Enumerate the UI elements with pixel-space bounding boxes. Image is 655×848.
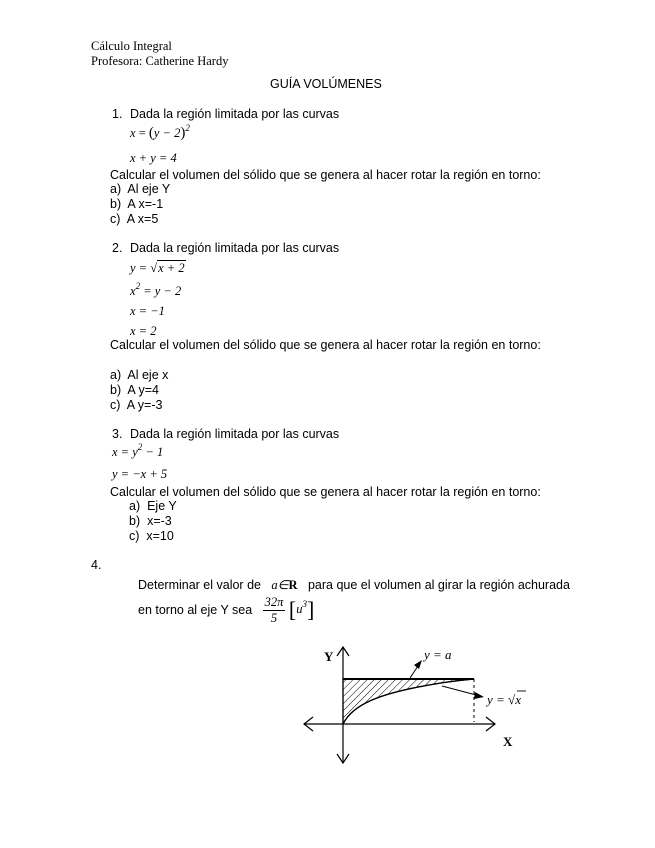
problem-1-curve-2: x + y = 4 xyxy=(130,151,177,165)
problem-3-curve-2: y = −x + 5 xyxy=(112,467,168,481)
problem-2-curve-2: $x^2 = y - 2$ xyxy=(130,281,182,298)
problem-1-option-a: a) Al eje Y xyxy=(110,182,171,196)
pointer-arrowhead-a xyxy=(414,660,422,669)
problem-4-line-1: Determinar el valor de a∈R para que el volumen al girar la región achurada xyxy=(138,578,570,592)
problem-2-curve-4: x = 2 xyxy=(130,324,157,338)
volume-fraction: $\frac{32\pi}{5}$ xyxy=(264,595,284,625)
problem-3-option-a: a) Eje Y xyxy=(129,499,177,513)
problem-3-option-b: b) x=-3 xyxy=(129,514,172,528)
shaded-region xyxy=(343,679,474,724)
problem-2-curve-3: x = −1 xyxy=(130,304,165,318)
problem-4-number: 4. xyxy=(91,558,102,572)
problem-2-option-a: a) Al eje x xyxy=(110,368,169,382)
problem-1-number: 1. xyxy=(112,107,123,121)
pointer-arrowhead-sqrt xyxy=(474,692,484,699)
problem-3-intro: Dada la región limitada por las curvas xyxy=(130,427,340,441)
problem-1-option-c: c) A x=5 xyxy=(110,212,159,226)
problem-2-instruction: Calcular el volumen del sólido que se genera al hacer rotar la región en torno: xyxy=(110,338,541,352)
label-y-equals-sqrt-x: y = √x xyxy=(487,692,521,707)
x-axis-label: X xyxy=(503,734,513,749)
problem-3-option-c: c) x=10 xyxy=(129,529,174,543)
problem-2-curve-1: y = √x + 2 xyxy=(130,261,185,275)
course-name: Cálculo Integral xyxy=(91,39,172,53)
y-axis-label: Y xyxy=(324,649,334,664)
problem-1-option-b: b) A x=-1 xyxy=(110,197,164,211)
problem-2-intro: Dada la región limitada por las curvas xyxy=(130,241,340,255)
problem-2-option-b: b) A y=4 xyxy=(110,383,160,397)
problem-4-line-2: en torno al eje Y sea $\frac{32\pi}{5}$ $[u^3]$ xyxy=(138,595,315,625)
problem-3-instruction: Calcular el volumen del sólido que se genera al hacer rotar la región en torno: xyxy=(110,485,541,499)
problem-2-option-c: c) A y=-3 xyxy=(110,398,163,412)
problem-1-curve-1: $x = (y - 2)^2$ xyxy=(130,123,190,141)
problem-3-curve-1: $x = y^2 - 1$ xyxy=(112,442,164,459)
label-y-equals-a: y = a xyxy=(424,647,452,662)
page-title: GUÍA VOLÚMENES xyxy=(270,77,382,91)
problem-3-number: 3. xyxy=(112,427,123,441)
problem-1-intro: Dada la región limitada por las curvas xyxy=(130,107,340,121)
teacher-name: Profesora: Catherine Hardy xyxy=(91,54,229,68)
problem-2-number: 2. xyxy=(112,241,123,255)
problem-1-instruction: Calcular el volumen del sólido que se genera al hacer rotar la región en torno: xyxy=(110,168,541,182)
volume-unit: $[u^3]$ xyxy=(288,597,315,623)
